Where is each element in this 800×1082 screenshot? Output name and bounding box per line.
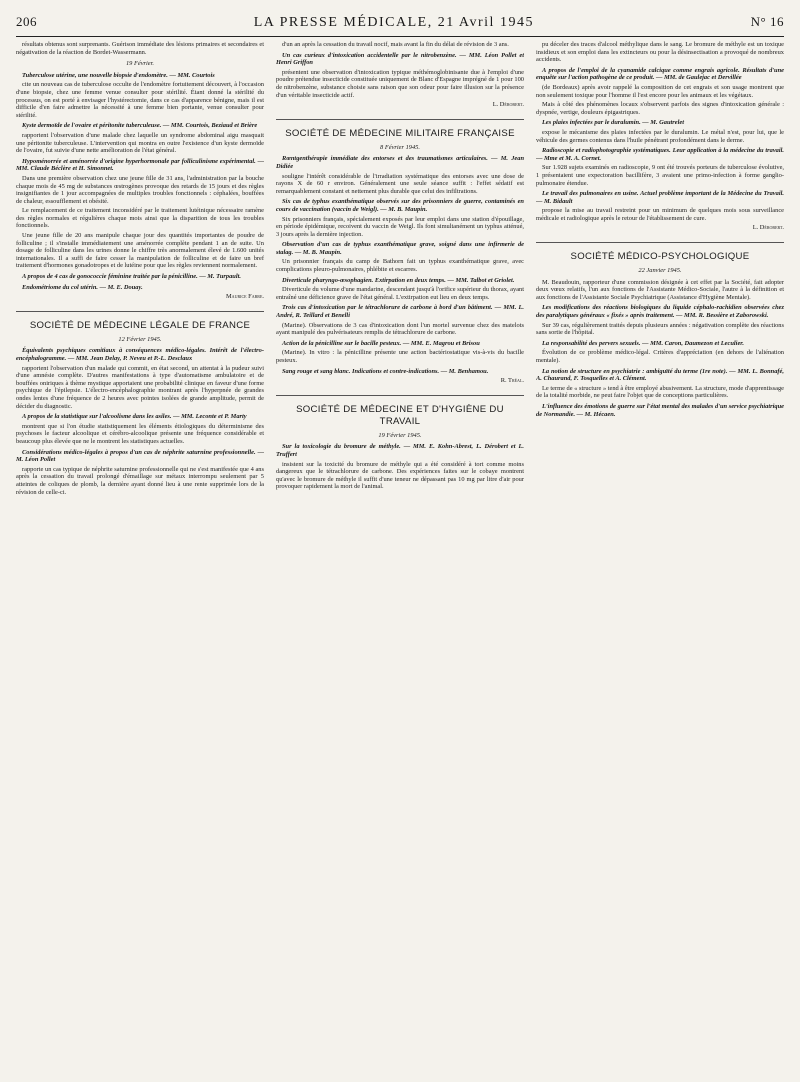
paragraph: souligne l'intérêt considérable de l'irradiation systématique des entorses avec une dose de rayons X de 60 r environ. Généralement une seule séance suffit : l'effet sédatif est remarquablement constant et nettement plus durable que celui des infiltrations. bbox=[276, 172, 524, 195]
article-title: Sang rouge et sang blanc. Indications et contre-indications. — M. Benhamou. bbox=[282, 367, 489, 375]
issue-number: N° 16 bbox=[750, 14, 784, 29]
article-title: Sur la toxicologie du bromure de méthyle. — MM. E. Kohn-Abrest, L. Dérobert et L. Truffert bbox=[276, 443, 524, 458]
article-title: Kyste dermoïde de l'ovaire et péritonite tuberculeuse. — MM. Courtois, Beziaud et Brière bbox=[22, 122, 258, 130]
session-date: 19 Février. bbox=[125, 60, 155, 68]
article-title: Les plaies infectées par le duralumin. — M. Gautrelet bbox=[542, 119, 685, 127]
article-title: La notion de structure en psychiatrie : ambiguïté du terme (1re note). — MM. L. Bonnafé, A. Chaurand, F. Tosquelles et A. Clément. bbox=[536, 367, 784, 383]
paragraph: pu déceler des traces d'alcool méthylique dans le sang. Le bromure de méthyle est un toxique insidieux et son emploi dans les extincteurs ou pour la désinsectisation a provoqué de nombreux accidents. bbox=[536, 41, 784, 64]
section-heading: SOCIÉTÉ DE MÉDECINE LÉGALE DE FRANCE bbox=[16, 311, 264, 332]
article-title: A propos de l'emploi de la cyanamide calcique comme engrais agricole. Résultats d'une enquête sur l'action pathogène de ce produit. — MM. de Gaulejac et Dervillée bbox=[536, 66, 784, 82]
paragraph: rapportent l'observation d'une malade chez laquelle un syndrome abdominal aigu masquait une péritonite tuberculeuse. L'intervention qui montra en outre l'existence d'un kyste dermoïde de l'ovaire, fut suivie d'une nette amélioration de l'état général. bbox=[16, 131, 264, 155]
section-heading: SOCIÉTÉ MÉDICO-PSYCHOLOGIQUE bbox=[536, 242, 784, 263]
paragraph: Diverticule du volume d'une mandarine, descendant jusqu'à l'orifice supérieur du thorax, ayant entraîné une déficience grave de l'état général. L'extirpation eut lieu en deux temps. bbox=[276, 286, 524, 301]
paragraph: rapportent l'observation d'un malade qui commit, en état second, un attentat à la pudeur suivi d'une amnésie complète. D'autres manifestations à type d'automatisme ambulatoire et de bouffées oniriques à thème mystique apportaient une probabilité clinique en faveur d'une forme psychique de l'épilepsie. L'électro-encéphalographie montrant après l'hyperpnée de grandes ondes lentes d'une fréquence de 2 heures avec pointes isolées de grande amplitude, permit de décider du diagnostic. bbox=[16, 364, 264, 410]
paragraph: Le remplacement de ce traitement inconsidéré par le traitement lutéinique nécessaire ramène des règles normales et régulières chaque mois ainsi que la disparition de tous les troubles fonctionnels. bbox=[16, 207, 264, 230]
paragraph: Une jeune fille de 20 ans manipule chaque jour des quantités importantes de poudre de folliculine ; il s'installe immédiatement une aménorrée complète pendant 1 an de suite. Un dosage de folliculine dans les urines donne le chiffre très anormalement élevé de 1.600 unités internationales. Il a suffi de faire cesser la manipulation de folliculine et de faire un bref traitement d'hormones gonadotropes et de lutéine pour que les règles reviennent normalement. bbox=[16, 232, 264, 270]
article-title: Observation d'un cas de typhus exanthématique grave, soigné dans une infirmerie de stalag. — M. B. Maupin. bbox=[276, 241, 524, 256]
section-heading: SOCIÉTÉ DE MÉDECINE ET D'HYGIÈNE DU TRAVAIL bbox=[276, 395, 524, 428]
article-title: Considérations médico-légales à propos d'un cas de néphrite saturnine professionnelle. — M. Léon Pollet bbox=[16, 448, 264, 464]
session-date: 8 Février 1945. bbox=[380, 143, 420, 151]
paragraph: (Marine). Observations de 3 cas d'intoxication dont l'un mortel survenue chez des matelots ayant manipulé des pulvérisateurs remplis de tétrachlorure de carbone. bbox=[276, 321, 524, 337]
article-title: Le travail des pulmonaires en usine. Actuel problème important de la Médecine du Travail. — M. Bidault bbox=[536, 190, 784, 205]
article-title: Diverticule pharyngo-œsophagien. Extirpation en deux temps. — MM. Talbot et Griolet. bbox=[282, 276, 515, 284]
article-title: Action de la pénicilline sur le bacille pesteux. — MM. E. Magrou et Brisou bbox=[282, 339, 480, 347]
paragraph: montrent que si l'on étudie statistiquement les éléments étiologiques du déterminisme des psychoses le facteur alcoolique et cérébro-alcoolique présente une fréquence considérable et beaucoup plus élevée que ne le montrent les statistiques actuelles. bbox=[16, 422, 264, 445]
author-signature: R. Tréal. bbox=[500, 377, 524, 385]
text-columns bbox=[16, 41, 784, 1071]
article-title: Tuberculose utérine, une nouvelle biopsie d'endomètre. — MM. Courtois bbox=[22, 71, 215, 79]
paragraph: insistent sur la toxicité du bromure de méthyle qui a été considéré à tort comme moins dangereux que le tétrachlorure de carbone. Des expériences faites sur le cobaye montrent qu'avec le bromure de méthyle il suffit d'une teneur ne dépassant pas 10 mg par litre d'air pour provoquer rapidement la mort de l'animal. bbox=[276, 460, 524, 491]
author-signature: Maurice Fabre. bbox=[226, 293, 264, 301]
paragraph: Six prisonniers français, spécialement exposés par leur emploi dans une station d'épouillage, en période épidémique, recoivent du vaccin de Weigl. Ils font simultanément un typhus atténué, 3 jours après la dernière injection. bbox=[276, 215, 524, 238]
running-header bbox=[16, 14, 784, 34]
paragraph: M. Beaudouin, rapporteur d'une commission désignée à cet effet par la Société, fait adopter deux vœux relatifs, l'un aux fonctions de l'Assistante Médico-Sociale, l'autre à la définition et aux fonctions de l'Assistante Sociale Psychiatrique (Assistance d'Hygiène Mentale). bbox=[536, 278, 784, 301]
article-title: Trois cas d'intoxication par le tétrachlorure de carbone à bord d'un bâtiment. — MM. L. André, R. Teillard et Benelli bbox=[276, 304, 524, 320]
article-title: L'influence des émotions de guerre sur l'état mental des malades d'un service psychiatrique de Normandie. — M. Hécaen. bbox=[536, 402, 784, 418]
journal-title: LA PRESSE MÉDICALE, 21 Avril 1945 bbox=[253, 15, 534, 30]
paragraph: résultats obtenus sont surprenants. Guérison immédiate des lésions primaires et secondaires et négativation de la réaction de Bordet-Wassermann. bbox=[16, 41, 264, 56]
section-heading: SOCIÉTÉ DE MÉDECINE MILITAIRE FRANÇAISE bbox=[276, 119, 524, 140]
page-number: 206 bbox=[16, 14, 37, 29]
paragraph: expose le mécanisme des plaies infectées par le duralumin. Le métal n'est, pour lui, que le véhicule des germes contenus dans l'huile pénétrant profondément dans le derme. bbox=[536, 128, 784, 144]
article-title: La responsabilité des pervers sexuels. — MM. Caron, Daumezon et Leculier. bbox=[542, 339, 745, 347]
author-signature: L. Dérobert. bbox=[492, 101, 524, 109]
paragraph: Sur 1.928 sujets examinés en radioscopie, 9 ont été trouvés porteurs de tuberculose évolutive, 1 présentaient une expectoration bacillifère, 3 avaient une primo-infection à forme ganglio-pulmonaire étendue. bbox=[536, 164, 784, 187]
article-title: A propos de la statistique sur l'alcoolisme dans les asiles. — MM. Leconte et P. Marty bbox=[22, 413, 247, 421]
paragraph: (de Bordeaux) après avoir rappelé la composition de cet engrais et son usage montrent que non seulement toxique pour l'homme il l'est encore pour les animaux et les végétaux. bbox=[536, 83, 784, 99]
article-title: A propos de 4 cas de gonococcie féminine traitée par la pénicilline. — M. Turpault. bbox=[22, 273, 241, 281]
paragraph: (Marine). In vitro : la pénicilline présente une action bactériostatique vis-à-vis du bacille pesteux. bbox=[276, 349, 524, 364]
column-middle bbox=[276, 41, 524, 1071]
paragraph: Évolution de ce problème médico-légal. Critères d'appréciation (en dehors de l'aliénation mentale). bbox=[536, 349, 784, 364]
paragraph: présentent une observation d'intoxication typique méthémoglobinisante due à l'emploi d'une poudre prétendue insecticide constituée uniquement de Blanc d'Espagne imprégné de 1 pour 100 de nitrobenzène, substance choisie sans raison que son odeur pour faire illusion sur la présence d'un véritable insecticide actif. bbox=[276, 68, 524, 99]
paragraph: Un prisonnier français du camp de Bathorn fait un typhus exanthématique grave, avec complications pleuro-pulmonaires, phlébite et escarres. bbox=[276, 258, 524, 274]
column-right bbox=[536, 41, 784, 1071]
session-date: 12 Février 1945. bbox=[118, 335, 162, 343]
article-title: Hypoménorrée et aménorrée d'origine hyperhormonale par folliculinisme expérimental. — MM. Claude Béclère et H. Simonnet. bbox=[16, 157, 264, 173]
article-title: Un cas curieux d'intoxication accidentelle par le nitrobenzène. — MM. Léon Pollet et Henri Griffon bbox=[276, 51, 524, 67]
author-signature: L. Dérobert. bbox=[752, 224, 784, 232]
paragraph: Mais à côté des phénomènes locaux s'observent parfois des signes d'intoxication générale : dyspnée, vertige, douleurs épigastriques. bbox=[536, 101, 784, 116]
column-left bbox=[16, 41, 264, 1071]
article-title: Endométriome du col utérin. — M. E. Douay. bbox=[22, 283, 143, 291]
paragraph: Dans une première observation chez une jeune fille de 31 ans, l'administration par la bouche chaque mois de 45 mg de substances œstrogènes provoque des retards de 15 jours et des règles insignifiantes de 1 jour accompagnées de multiples troubles fonctionnels : céphalées, bouffées de chaleur, essoufflement et obésité. bbox=[16, 174, 264, 205]
article-title: Les modifications des réactions biologiques du liquide céphalo-rachidien observées chez des paralytiques généraux « fixés » après traitement. — MM. R. Bessière et Zaborowski. bbox=[536, 304, 784, 320]
session-date: 22 Janvier 1945. bbox=[638, 267, 682, 275]
paragraph: rapporte un cas typique de néphrite saturnine professionnelle qui ne s'est manifestée que 4 ans après la cessation du travail prolongé d'émaillage sur métaux interrompu seulement par 5 atteintes de coliques de plomb, la dernière ayant donné lieu à une rente supprimée lors de la révision de celle-ci. bbox=[16, 465, 264, 496]
article-title: Rœntgenthérapie immédiate des entorses et des traumatismes articulaires. — M. Jean Didiée bbox=[276, 155, 524, 170]
article-title: Radioscopie et radiophotographie systématiques. Leur application à la médecine du travail. — Mme et M. A. Cornet. bbox=[536, 147, 784, 162]
paragraph: Sur 39 cas, régulièrement traités depuis plusieurs années : négativation complète des réactions sans sortie de l'hôpital. bbox=[536, 321, 784, 337]
paragraph: d'un an après la cessation du travail nocif, mais avant la fin du délai de révision de 3 ans. bbox=[282, 41, 509, 48]
paragraph: propose la mise au travail restreint pour un minimum de quelques mois sous surveillance médicale et radiologique après le retour de l'établissement de cure. bbox=[536, 207, 784, 222]
article-title: Six cas de typhus exanthématique observés sur des prisonniers de guerre, contaminés en cours de vaccination (vaccin de Weigl). — M. B. Maupin. bbox=[276, 198, 524, 213]
header-rule bbox=[16, 36, 784, 37]
session-date: 19 Février 1945. bbox=[378, 431, 422, 439]
paragraph: Le terme de « structure » tend à être employé abusivement. La structure, mode d'apprentissage de la totalité morbide, ne peut faire l'objet que de conceptions particulières. bbox=[536, 384, 784, 400]
article-title: Équivalents psychiques comitiaux à conséquences médico-légales. Intérêt de l'électro-encéphalogramme. — MM. Jean Delay, P. Neveu et P.-L. Desclaux bbox=[16, 347, 264, 362]
paragraph: cite un nouveau cas de tuberculose occulte de l'endomètre fortuitement découvert, à l'occasion d'une biopsie, chez une femme venue consulter pour stérilité. Étant donné la stérilité du processus, on est porté à envisager l'hystérectomie, dans ce cas d'apparence bénigne, mais il est difficile d'en faire admettre la nécessité à une femme bien portante, venue consulter pour stérilité. bbox=[16, 81, 264, 119]
